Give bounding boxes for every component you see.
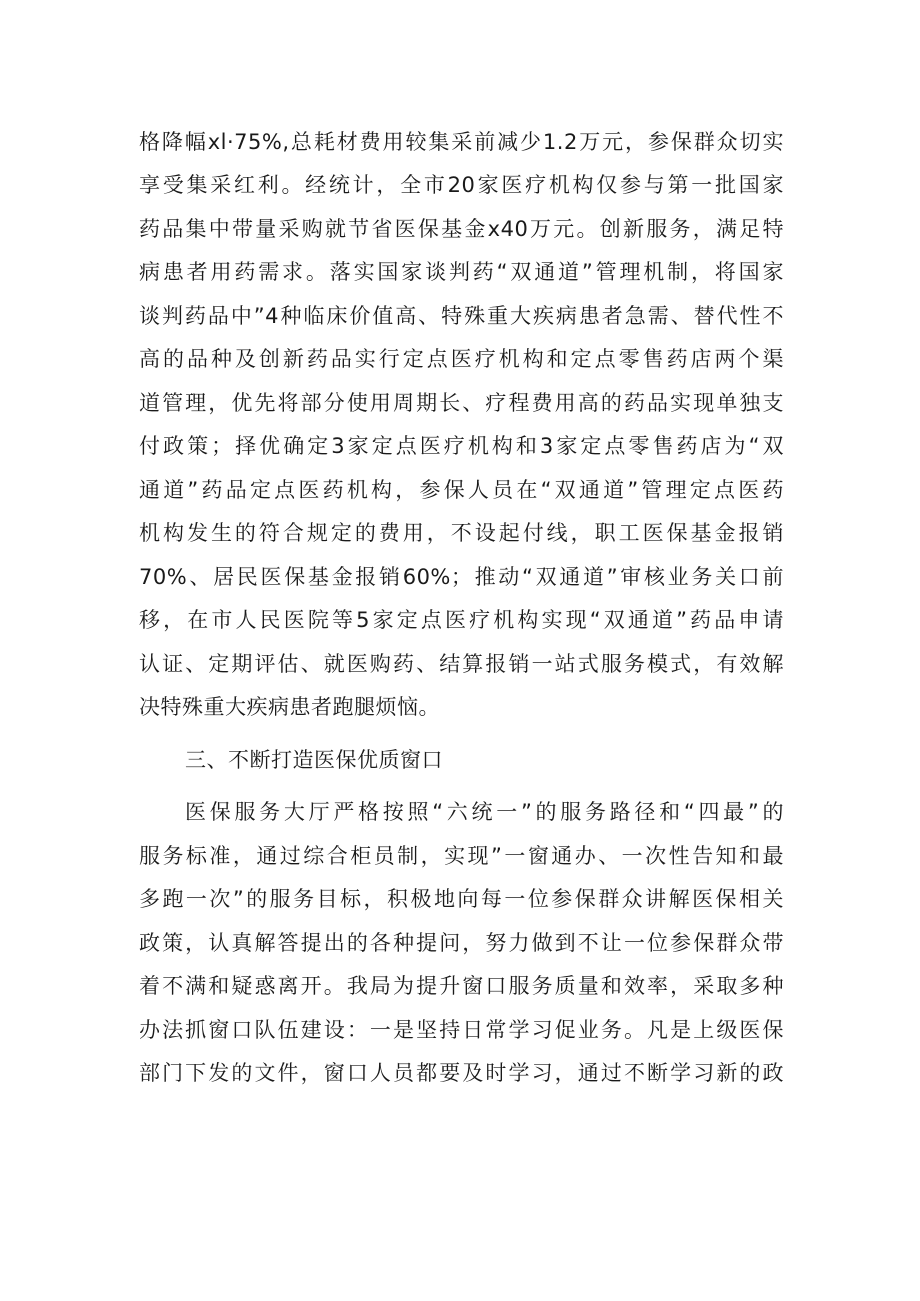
paragraph-2-line-2: 服务标准，通过综合柜员制，实现”一窗通办、一次性告知和最 <box>139 844 784 868</box>
paragraph-2-line-7: 部门下发的文件，窗口人员都要及时学习，通过不断学习新的政 <box>139 1061 784 1085</box>
paragraph-1-line-7: 道管理，优先将部分使用周期长、疗程费用高的药品实现单独支 <box>139 391 784 415</box>
section-heading: 三、不断打造医保优质窗口 <box>185 748 443 772</box>
paragraph-1-line-14: 决特殊重大疾病患者跑腿烦恼。 <box>139 695 440 719</box>
paragraph-1-line-8: 付政策；择优确定3家定点医疗机构和3家定点零售药店为“双 <box>139 434 784 458</box>
paragraph-1-line-12: 移，在市人民医院等5家定点医疗机构实现“双通道”药品申请 <box>139 608 784 632</box>
paragraph-1-line-13: 认证、定期评估、就医购药、结算报销一站式服务模式，有效解 <box>139 652 784 676</box>
paragraph-2-line-3: 多跑一次”的服务目标，积极地向每一位参保群众讲解医保相关 <box>139 887 784 911</box>
paragraph-1-line-1: 格降幅xl·75%,总耗材费用较集采前减少1.2万元，参保群众切实 <box>139 130 784 154</box>
paragraph-1-line-2: 享受集采红利。经统计，全市20家医疗机构仅参与第一批国家 <box>139 173 784 197</box>
paragraph-2-line-5: 着不满和疑惑离开。我局为提升窗口服务质量和效率，采取多种 <box>139 974 784 998</box>
paragraph-1-line-11: 70%、居民医保基金报销60%；推动“双通道”审核业务关口前 <box>139 565 784 589</box>
paragraph-1-line-10: 机构发生的符合规定的费用，不设起付线，职工医保基金报销 <box>139 521 784 545</box>
paragraph-1-line-3: 药品集中带量采购就节省医保基金x40万元。创新服务，满足特 <box>139 217 784 241</box>
paragraph-1-line-9: 通道”药品定点医药机构，参保人员在“双通道”管理定点医药 <box>139 478 784 502</box>
paragraph-1-line-4: 病患者用药需求。落实国家谈判药“双通道”管理机制，将国家 <box>139 260 784 284</box>
paragraph-1-line-5: 谈判药品中”4种临床价值高、特殊重大疾病患者急需、替代性不 <box>139 304 784 328</box>
paragraph-2-line-1: 医保服务大厅严格按照“六统一”的服务路径和“四最”的 <box>185 800 784 824</box>
paragraph-1-line-6: 高的品种及创新药品实行定点医疗机构和定点零售药店两个渠 <box>139 347 784 371</box>
paragraph-2-line-4: 政策，认真解答提出的各种提问，努力做到不让一位参保群众带 <box>139 931 784 955</box>
paragraph-2-line-6: 办法抓窗口队伍建设：一是坚持日常学习促业务。凡是上级医保 <box>139 1018 784 1042</box>
